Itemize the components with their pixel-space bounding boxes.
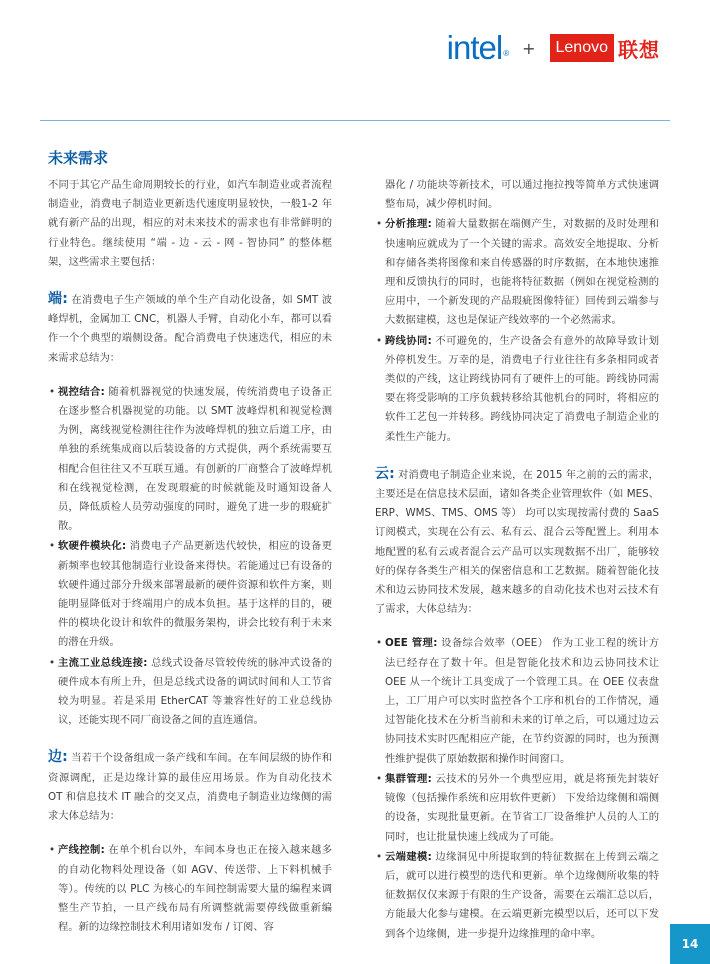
bian-list (48, 841, 332, 937)
duan-paragraph: 端: 在消费电子生产领域的单个生产自动化设备，如 SMT 波峰焊机，金属加工 CNC，机器人手臂，自动化小车，都可以看作一个个典型的端侧设备。配合消费电子快速迭代，相应的未来需求总结为： (48, 291, 332, 364)
list-item: • 分析推理: 随着大量数据在端侧产生，对数据的及时处理和快速响应就成为了一个关键的需求。高效安全地提取、分析和存储各类将图像和来自传感器的时序数据，在本地快速推理和反馈执行的同时，也能将特征数据（例如在视觉检测的应用中，一个新发现的产品瑕疵图像特征）回传到云端参与大数据建模，这也是保证产线效率的一个必然需求。 (375, 215, 659, 330)
list-item: • OEE 管理: 设备综合效率（OEE） 作为工业工程的统计方法已经存在了数十年。但是智能化技术和边云协同技术让 OEE 从一个统计工具变成了一个管理工具。在 OEE 仪表盘上，工厂用户可以实时监控各个工序和机台的工作情况，通过智能化技术在分析当前和未来的订单之后，可以通过边云协同技术实时匹配相应产能，在节约资源的同时，也为预测性维护提供了原始数据和操作时间窗口。 (375, 634, 659, 768)
continued-text: 器化 / 功能块等新技术，可以通过拖拉拽等简单方式快速调整布局，减少停机时间。 (385, 179, 659, 211)
list-item: • 集群管理: 云技术的另外一个典型应用，就是将预先封装好镜像（包括操作系统和应用软件更新） 下发给边缘侧和端侧的设备，实现批量更新。在节省工厂设备维护人员的人工的同时，也让批量快速上线成为了可能。 (375, 770, 659, 847)
duan-lead: 端: (48, 291, 68, 308)
lenovo-logo: Lenovo (550, 34, 615, 62)
bian-list-continued (375, 215, 659, 446)
bian-lead: 边: (48, 749, 68, 766)
yun-paragraph: 云: 对消费电子制造企业来说，在 2015 年之前的云的需求，主要还是在信息技术层面，诸如各类企业管理软件（如 MES、ERP、WMS、TMS、OMS 等） 均可以实现按需付费的 SaaS 订阅模式，实现在公有云、私有云、混合云等配置上。利用本地配置的私有云或者混合云产品可以实现数据不出厂，能够较好的保存各类生产相关的保密信息和工艺数据。随着智能化技术和边云协同技术发展，越来越多的自动化技术也对云技术有了需求，大体总结为： (375, 465, 659, 616)
list-item: • 主流工业总线连接: 总线式设备尽管较传统的脉冲式设备的硬件成本有所上升，但是总线式设备的调试时间和人工节省较为明显。若是采用 EtherCAT 等兼容性好的工业总线协议，还能实现不同厂商设备之间的直连通信。 (48, 654, 332, 731)
list-item: • 视控结合: 随着机器视觉的快速发展，传统消费电子设备正在逐步整合机器视觉的功能。以 SMT 波峰焊机和视觉检测为例，离线视觉检测往往作为波峰焊机的独立后道工序，由单独的系统集成商以后装设备的方式提供，两个系统需要互相配合但往往又不互联互通。有创新的厂商整合了波峰焊机和在线视觉检测，在发现瑕疵的时候就能及时通知设备人员，降低质检人员劳动强度的同时，避免了进一步的瑕疵扩散。 (48, 383, 332, 537)
plus-sign: + (522, 38, 536, 58)
left-column (48, 176, 332, 937)
list-item: • 产线控制: 在单个机台以外，车间本身也正在接入越来越多的自动化物料处理设备（如 AGV、传送带、上下料机械手等）。传统的以 PLC 为核心的车间控制需要大量的编程来调整生产节拍，一旦产线布局有所调整就需要停线做重新编程。新的边缘控制技术利用诸如发布 / 订阅、容 (48, 841, 332, 937)
right-column (375, 176, 659, 944)
header-logos (447, 30, 660, 66)
page-number: 14 (670, 924, 710, 964)
list-item: • 跨线协同: 不可避免的，生产设备会有意外的故障导致计划外停机发生。万幸的是，消费电子行业往往有多条相同或者类似的产线，这让跨线协同有了硬件上的可能。跨线协同需要在将受影响的工序负载转移给其他机台的同时，将相应的软件工艺包一并转移。跨线协同决定了消费电子制造企业的柔性生产能力。 (375, 332, 659, 447)
yun-list (375, 634, 659, 943)
header-divider (40, 120, 670, 121)
list-item: • 软硬件模块化: 消费电子产品更新迭代较快，相应的设备更新频率也较其他制造行业设备来得快。若能通过已有设备的软硬件通过部分升级来部署最新的硬件资源和软件方案，则能明显降低对于终端用户的成本负担。基于这样的目的，硬件的模块化设计和软件的微服务架构，讲会比较有利于未来的潜在升级。 (48, 537, 332, 652)
list-item: • 云端建模: 边缘洞见中所提取到的特征数据在上传到云端之后，就可以进行模型的迭代和更新。单个边缘侧所收集的特征数据仅仅来源于有限的生产设备，需要在云端汇总以后，方能最大化参与建模。在云端更新完模型以后，还可以下发到各个边缘侧，进一步提升边缘推理的命中率。 (375, 848, 659, 944)
intro-paragraph: 不同于其它产品生命周期较长的行业，如汽车制造业或者流程制造业，消费电子制造业更新迭代速度明显较快，一般1-2 年就有新产品的出现，相应的对未来技术的需求也有非常鲜明的行业特色。继续使用 “端 - 边 - 云 - 网 - 智协同” 的整体框架，这些需求主要包括： (48, 179, 332, 268)
section-title: 未来需求 (48, 149, 109, 167)
intel-logo: intel® (446, 29, 509, 66)
lenovo-cn-logo: 联想 (618, 37, 660, 62)
duan-list (48, 383, 332, 731)
bian-paragraph: 边: 当若干个设备组成一条产线和车间。在车间层级的协作和资源调配，正是边缘计算的最佳应用场景。作为自动化技术 OT 和信息技术 IT 融合的交叉点，消费电子制造业边缘侧的需求大体总结为： (48, 749, 332, 823)
yun-lead: 云: (375, 465, 395, 482)
